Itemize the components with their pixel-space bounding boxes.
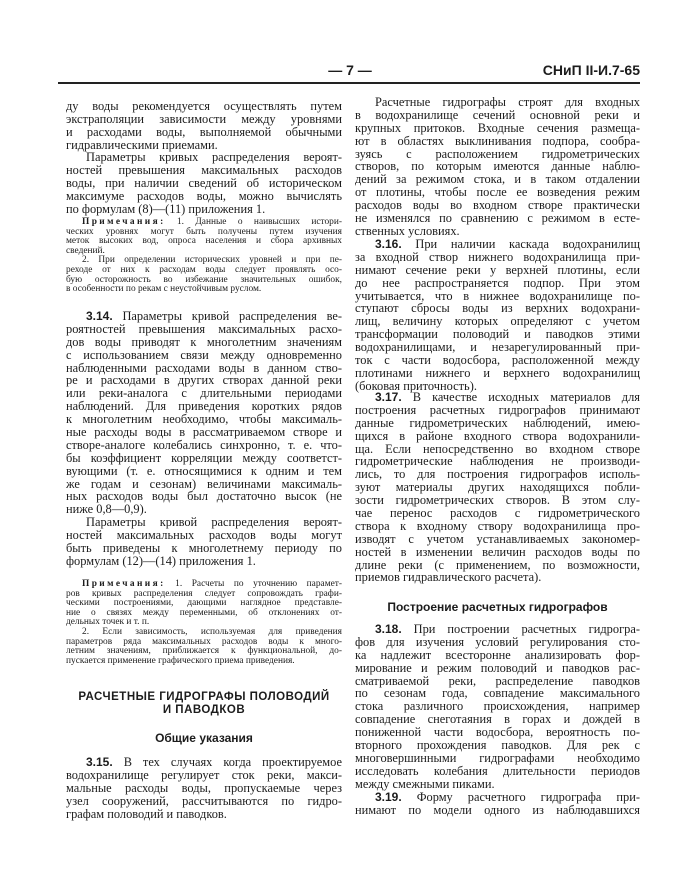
- line-text: Форму расчетного гидрографа при-: [416, 790, 640, 804]
- line-text: в водохранилище сечений основной реки и: [355, 107, 640, 122]
- line-text: в особенности по рекам с неустойчивым руслом.: [66, 284, 262, 295]
- line-text: фов для изучения условий регулирования сто-: [355, 634, 640, 649]
- line-text: створа к входному створу водохранилища про-: [355, 518, 640, 533]
- line-text: дельных точек и т. п.: [66, 617, 150, 628]
- section-3-15: [66, 756, 342, 820]
- line-text: между смежными пиками.: [355, 776, 495, 791]
- line-text: за входной створ нижнего водохранилища при-: [355, 249, 640, 264]
- line-text: В качестве исходных материалов для: [412, 390, 640, 404]
- line-text: и расходами воды, выполняемой обычными: [66, 124, 342, 139]
- line-text: построения расчетных гидрографов принимают: [355, 402, 640, 417]
- line-text: изводят с учетом устанавливаемых закономер-: [355, 531, 640, 546]
- text-line: [355, 778, 640, 791]
- line-text: с использованием связи между одновременно: [66, 347, 342, 362]
- line-text: ка надлежит всесторонне анализировать фор-: [355, 647, 640, 662]
- line-text: исследовать колебания длительности периодов: [355, 763, 640, 778]
- line-text: Параметры кривой распределения вероят-: [86, 515, 342, 529]
- line-text: 1. Данные о наивысших истори-: [176, 217, 342, 227]
- note-line: [66, 657, 342, 667]
- line-text: графам половодий и паводков.: [66, 806, 227, 821]
- notes-label: Примечания:: [82, 579, 166, 589]
- paragraph: [66, 100, 342, 152]
- line-text: не изменялся по сравнению с режимом в есте-: [355, 211, 640, 226]
- note-line: [66, 237, 342, 247]
- notes: [66, 218, 342, 295]
- line-text: по формулам (8)—(11) приложения 1.: [66, 201, 266, 216]
- text-line: [66, 808, 342, 821]
- line-text: водохранилищами, и незарегулированный при-: [355, 340, 640, 355]
- section-heading-line: РАСЧЕТНЫЕ ГИДРОГРАФЫ ПОЛОВОДИЙ: [78, 691, 330, 703]
- line-text: стока различного происхождения, например: [355, 699, 640, 714]
- line-text: ров кривых распределения следует сопровождать графи-: [66, 588, 342, 599]
- line-text: лись, то для построения гидрографов исполь-: [355, 467, 640, 482]
- section-heading: [66, 691, 342, 716]
- line-text: При построении расчетных гидрогра-: [413, 622, 640, 636]
- text-line: [355, 225, 640, 238]
- line-text: 2. Если зависимость, используемая для приведения: [82, 626, 342, 637]
- line-text: вующими (т. е. относящимися к одним и тем: [66, 463, 342, 478]
- line-text: дов воды приводят к многолетним значениям: [66, 334, 342, 349]
- subheading: Построение расчетных гидрографов: [387, 600, 608, 614]
- line-text: расходов воды во входном створе практически: [355, 198, 640, 213]
- line-text: же годам и сезонам) величинами максималь-: [66, 476, 342, 491]
- line-text: ре и расходами в других створах данной реки: [66, 373, 342, 388]
- line-text: или реки-аналога с длительными периодами: [66, 386, 342, 401]
- line-text: ческих уровнях могут быть получены путем изучения: [66, 226, 342, 237]
- line-text: зуясь с расположением гидрометрических: [355, 146, 640, 161]
- line-text: гидрометрические наблюдения не производи-: [355, 454, 640, 469]
- header-rule: [58, 82, 640, 84]
- line-text: 2. При определении исторических уровней и при пе-: [82, 255, 342, 266]
- line-text: дений за режимом стока, и в таком отдалении: [355, 172, 640, 187]
- line-text: вторного прохождения паводков. Для рек с: [355, 738, 640, 753]
- line-text: параметров ряда максимальных расходов воды к много-: [66, 636, 342, 647]
- line-text: формулам (12)—(14) приложения 1.: [66, 553, 256, 568]
- line-text: данные гидрометрических наблюдений, имею-: [355, 415, 640, 430]
- line-text: ственных условиях.: [355, 223, 460, 238]
- line-text: экстраполяции зависимости между уровнями: [66, 111, 342, 126]
- line-text: щихся в районе входного створа водохранили-: [355, 428, 640, 443]
- line-text: воды, при наличии сведений об историческом: [66, 175, 342, 190]
- line-text: Параметры кривых распределения вероят-: [86, 150, 342, 164]
- line-text: быть приведены к многолетнему периоду по: [66, 540, 342, 555]
- line-text: ностей максимальных расходов воды могут: [66, 527, 342, 542]
- line-text: ностей в изменении величин расходов воды по: [355, 544, 640, 559]
- notes: [66, 580, 342, 666]
- section-3-14: [66, 310, 342, 516]
- line-text: учитывается, что в нижнее водохранилище по-: [355, 288, 640, 303]
- line-text: роятностей превышения максимальных расхо-: [66, 321, 342, 336]
- line-text: (боковая приточность).: [355, 378, 477, 393]
- line-text: совпадение снеготаяния в горах и дождей в: [355, 712, 640, 727]
- line-text: по сезонам года, совпадение максимального: [355, 686, 640, 701]
- line-text: к многолетним необходимо, чтобы максималь-: [66, 412, 342, 427]
- line-text: узел сооружений, рассчитываются по гидро-: [66, 793, 342, 808]
- line-text: пониженной части водосбора, вероятность по-: [355, 725, 640, 740]
- line-text: ных расходов воды был достаточно высок (не: [66, 489, 342, 504]
- line-text: зуют материалы других находящихся побли-: [355, 480, 640, 495]
- line-text: наблюдений. Для приведения коротких рядов: [66, 399, 342, 414]
- text-line: [66, 203, 342, 216]
- line-text: сведений.: [66, 245, 105, 256]
- line-text: нимают сечение реки у верхней плотины, если: [355, 262, 640, 277]
- note-line: [66, 285, 342, 295]
- line-text: В тех случаях когда проектируемое: [123, 755, 342, 769]
- text-line: [66, 555, 342, 568]
- line-text: ют в областях выклинивания подпора, сообра-: [355, 133, 640, 148]
- section-3-19: [355, 791, 640, 817]
- line-text: мирование и режим половодий и паводков рас-: [355, 660, 640, 675]
- section-number: 3.15.: [86, 755, 113, 769]
- line-text: Расчетные гидрографы строят для входных: [375, 95, 640, 109]
- line-text: максимуме расходов воды, можно вычислять: [66, 188, 342, 203]
- line-text: меток высоких вод, опроса населения и сбора архивных: [66, 236, 342, 247]
- line-text: реходе от них к расходам воды следует проявлять осо-: [66, 264, 342, 275]
- line-text: ние о связях между переменными, об отклонениях от-: [66, 607, 342, 618]
- text-line: [355, 804, 640, 817]
- line-text: пускается применение графического приема приведения.: [66, 655, 295, 666]
- section-number: 3.18.: [375, 622, 402, 636]
- line-text: многовершинными гидрографами необходимо: [355, 750, 640, 765]
- subheading: Общие указания: [155, 731, 253, 745]
- page-number: — 7 —: [328, 62, 372, 78]
- line-text: створов, по которым имеются данные наблю-: [355, 159, 640, 174]
- line-text: мальные расходы воды, пропускаемые через: [66, 780, 342, 795]
- text-line: [355, 571, 640, 584]
- line-text: ниже 0,8—0,9).: [66, 502, 147, 517]
- line-text: ностей превышения максимальных расходов: [66, 162, 342, 177]
- notes-label: Примечания:: [82, 217, 166, 227]
- section-3-17: [355, 391, 640, 584]
- line-text: При наличии каскада водохранилищ: [415, 237, 640, 251]
- section-number: 3.19.: [375, 790, 402, 804]
- section-number: 3.14.: [86, 309, 113, 323]
- line-text: длине реки (с применением, по возможности,: [355, 557, 640, 572]
- line-text: ступают сбросы воды из верхних водохрани-: [355, 301, 640, 316]
- line-text: ду воды рекомендуется осуществлять путем: [66, 99, 342, 113]
- line-text: бую осторожность во избежание значительных ошибок,: [66, 274, 342, 285]
- section-number: 3.17.: [375, 390, 402, 404]
- line-text: от плотины, чтобы после ее возведения режим: [355, 185, 640, 200]
- section-number: 3.16.: [375, 237, 402, 251]
- line-text: наблюденными расходами воды в данном ство-: [66, 360, 342, 375]
- line-text: бы коэффициент корреляции между соответст-: [66, 450, 342, 465]
- line-text: сматриваемой реки, распределение паводков: [355, 673, 640, 688]
- line-text: зости гидрометрических створов. В этом слу-: [355, 493, 640, 508]
- paragraph: [66, 516, 342, 568]
- section-heading-line: И ПАВОДКОВ: [162, 703, 246, 716]
- paragraph: [66, 151, 342, 215]
- line-text: ческими построениями, дающими наглядное представле-: [66, 598, 342, 609]
- line-text: плотинами нижнего и верхнего водохранилищ: [355, 365, 640, 380]
- line-text: 1. Расчеты по уточнению парамет-: [175, 579, 343, 589]
- line-text: лищ, величину которых определяют с учетом: [355, 314, 640, 329]
- line-text: нимают по модели одного из наблюдавшихся: [355, 802, 640, 817]
- line-text: чае перенос расходов с гидрометрического: [355, 506, 640, 521]
- line-text: Параметры кривой распределения ве-: [122, 309, 342, 323]
- line-text: ток с части водосбора, расположенной между: [355, 353, 640, 368]
- line-text: ща. Если непосредственно во входном створе: [355, 441, 640, 456]
- section-3-16: [355, 238, 640, 393]
- line-text: ные расходы воды в рассматриваемом створе и: [66, 425, 342, 440]
- document-code: СНиП II-И.7-65: [542, 62, 640, 78]
- line-text: водохранилище регулирует сток реки, макси-: [66, 767, 342, 782]
- line-text: трансформации половодий и паводков этими: [355, 327, 640, 342]
- line-text: створе-аналоге колебались синхронно, т. е. что-: [66, 437, 342, 452]
- line-text: гидравлическими приемами.: [66, 137, 218, 152]
- line-text: приемов гидравлического расчета).: [355, 570, 542, 585]
- line-text: летним значениям, приближается к функциональной, до-: [66, 646, 342, 657]
- paragraph: [355, 96, 640, 238]
- section-3-18: [355, 623, 640, 791]
- line-text: до нее распространяется подпор. При этом: [355, 275, 640, 290]
- line-text: крупных притоков. Входные сечения размеща-: [355, 120, 640, 135]
